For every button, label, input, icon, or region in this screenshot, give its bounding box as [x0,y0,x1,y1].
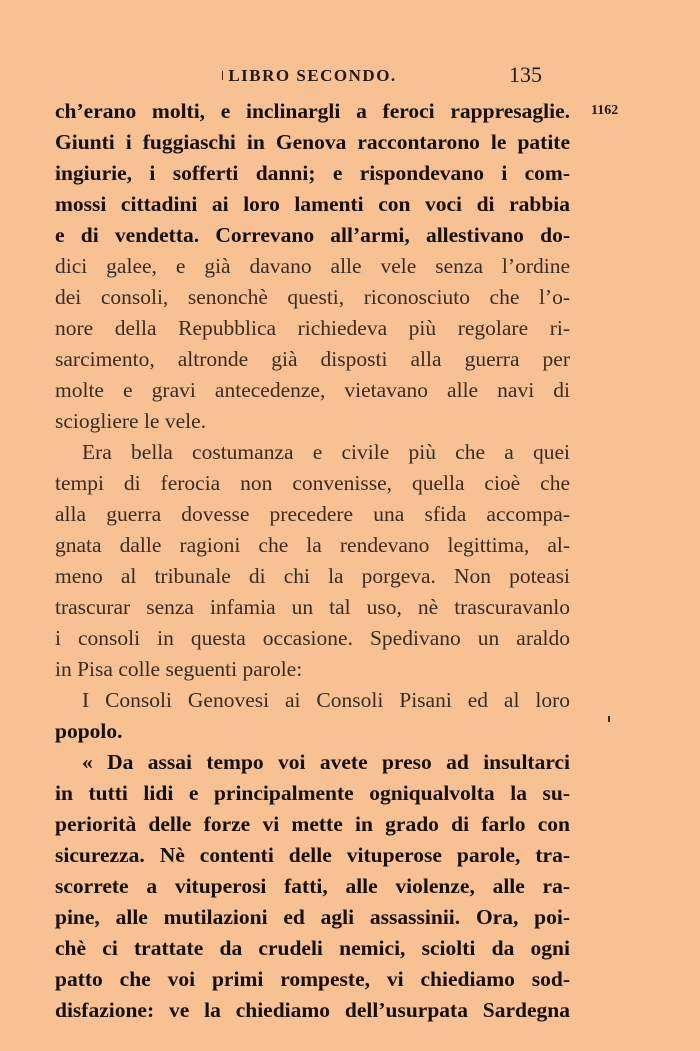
text-line: dici galee, e già davano alle vele senza l’ordine [55,254,570,278]
text-line: sicurezza. Nè contenti delle vituperose parole, tra- [55,843,570,867]
text-line: I Consoli Genovesi ai Consoli Pisani ed al loro [82,688,570,712]
text-line: pine, alle mutilazioni ed agli assassinii. Ora, poi- [55,905,570,929]
text-line: mossi cittadini ai loro lamenti con voci di rabbia [55,192,570,216]
text-line: ingiurie, i sofferti danni; e rispondevano i com- [55,161,570,185]
text-line: in tutti lidi e principalmente ogniqualvolta la su- [55,781,570,805]
text-line: tempi di ferocia non convenisse, quella cioè che [55,471,570,495]
text-line: molte e gravi antecedenze, vietavano alle navi di [55,378,570,402]
text-line: Era bella costumanza e civile più che a quei [82,440,570,464]
print-speck [608,716,610,722]
page-number: 135 [509,62,542,87]
body-text [55,96,570,1026]
text-line: alla guerra dovesse precedere una sfida accompa- [55,502,570,526]
text-line: gnata dalle ragioni che la rendevano legittima, al- [55,533,570,557]
text-line: chè ci trattate da crudeli nemici, sciolti da ogni [55,936,570,960]
text-line: disfazione: ve la chiediamo dell’usurpata Sardegna [55,998,570,1022]
margin-year-note: 1162 [591,103,619,118]
running-head [55,62,570,92]
text-line: e di vendetta. Correvano all’armi, allestivano do- [55,223,570,247]
text-line: patto che voi primi rompeste, vi chiediamo sod- [55,967,570,991]
text-line: ch’erano molti, e inclinargli a feroci rappresaglie. [55,99,570,123]
text-line: meno al tribunale di chi la porgeva. Non poteasi [55,564,570,588]
text-line: in Pisa colle seguenti parole: [55,657,303,681]
text-line: Giunti i fuggiaschi in Genova raccontarono le patite [55,130,570,154]
text-line: trascurar senza infamia un tal uso, nè trascuravanlo [55,595,570,619]
text-line: dei consoli, senonchè questi, riconosciuto che l’o- [55,285,570,309]
text-line: nore della Repubblica richiedeva più regolare ri- [55,316,570,340]
print-mark [222,71,223,80]
text-line: i consoli in questa occasione. Spedivano un araldo [55,626,570,650]
text-line: « Da assai tempo voi avete preso ad insultarci [82,750,570,774]
text-line: sarcimento, altronde già disposti alla guerra per [55,347,570,371]
running-title: LIBRO SECONDO. [228,66,397,85]
text-line: scorrete a vituperosi fatti, alle violenze, alle ra- [55,874,570,898]
text-line: sciogliere le vele. [55,409,207,433]
text-line: popolo. [55,719,123,743]
text-line: periorità delle forze vi mette in grado di farlo con [55,812,570,836]
